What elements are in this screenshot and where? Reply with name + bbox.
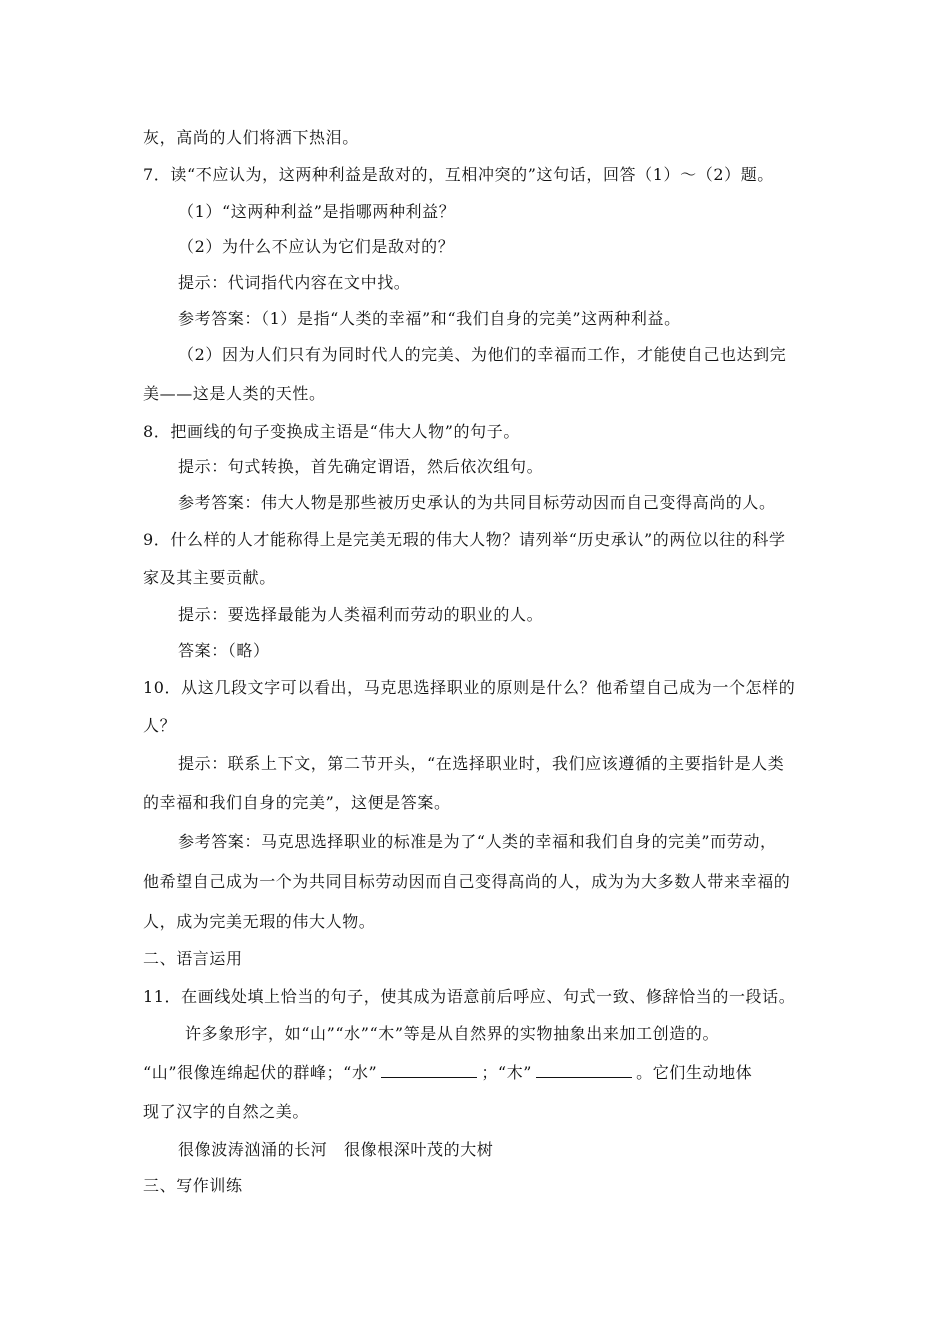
answer-7-2: （2）因为人们只有为同时代人的完美、为他们的幸福而工作，才能使自己也达到完 [178, 345, 787, 364]
text-line: 家及其主要贡献。 [143, 568, 276, 587]
hint-7: 提示：代词指代内容在文中找。 [178, 273, 411, 292]
answer-9: 答案：（略） [178, 641, 270, 660]
question-7: 7．读“不应认为，这两种利益是敌对的，互相冲突的”这句话，回答（1）～（2）题。 [143, 165, 774, 184]
text-line: 的幸福和我们自身的完美”，这便是答案。 [143, 793, 451, 812]
text-line: 他希望自己成为一个为共同目标劳动因而自己变得高尚的人，成为为大多数人带来幸福的 [143, 872, 791, 891]
answer-8: 参考答案：伟大人物是那些被历史承认的为共同目标劳动因而自己变得高尚的人。 [178, 493, 776, 512]
answer-blank-2[interactable] [536, 1063, 632, 1078]
text-line: 现了汉字的自然之美。 [143, 1102, 310, 1121]
hint-10: 提示：联系上下文，第二节开头，“在选择职业时，我们应该遵循的主要指针是人类 [178, 754, 785, 773]
answer-7-1: 参考答案：（1）是指“人类的幸福”和“我们自身的完美”这两种利益。 [178, 309, 681, 328]
text-line: 人，成为完美无瑕的伟大人物。 [143, 912, 376, 931]
answer-blank-1[interactable] [381, 1063, 477, 1078]
text-line: 灰，高尚的人们将洒下热泪。 [143, 128, 359, 147]
text-line: 人？ [143, 716, 177, 735]
sub-question-2: （2）为什么不应认为它们是敌对的？ [178, 237, 455, 256]
question-10: 10．从这几段文字可以看出，马克思选择职业的原则是什么？他希望自己成为一个怎样的 [143, 678, 796, 697]
fill-blank-line [143, 1063, 752, 1083]
fill-text-1: “山”很像连绵起伏的群峰；“水” [143, 1063, 378, 1082]
answer-10: 参考答案：马克思选择职业的标准是为了“人类的幸福和我们自身的完美”而劳动， [178, 832, 777, 851]
hint-9: 提示：要选择最能为人类福利而劳动的职业的人。 [178, 605, 544, 624]
fill-text-3: 。它们生动地体 [636, 1063, 753, 1082]
sub-question-1: （1）“这两种利益”是指哪两种利益？ [178, 202, 456, 221]
text-line: 美——这是人类的天性。 [143, 384, 326, 403]
answer-11: 很像波涛汹涌的长河 很像根深叶茂的大树 [178, 1140, 494, 1159]
hint-8: 提示：句式转换，首先确定谓语，然后依次组句。 [178, 457, 544, 476]
passage-line: 许多象形字，如“山”“水”“木”等是从自然界的实物抽象出来加工创造的。 [185, 1024, 720, 1043]
question-9: 9．什么样的人才能称得上是完美无瑕的伟大人物？请列举“历史承认”的两位以往的科学 [143, 530, 786, 549]
question-11: 11．在画线处填上恰当的句子，使其成为语意前后呼应、句式一致、修辞恰当的一段话。 [143, 987, 796, 1006]
section-heading-2: 二、语言运用 [143, 949, 243, 968]
section-heading-3: 三、写作训练 [143, 1176, 243, 1195]
question-8: 8．把画线的句子变换成主语是“伟大人物”的句子。 [143, 422, 520, 441]
fill-text-2: ；“木” [481, 1063, 533, 1082]
